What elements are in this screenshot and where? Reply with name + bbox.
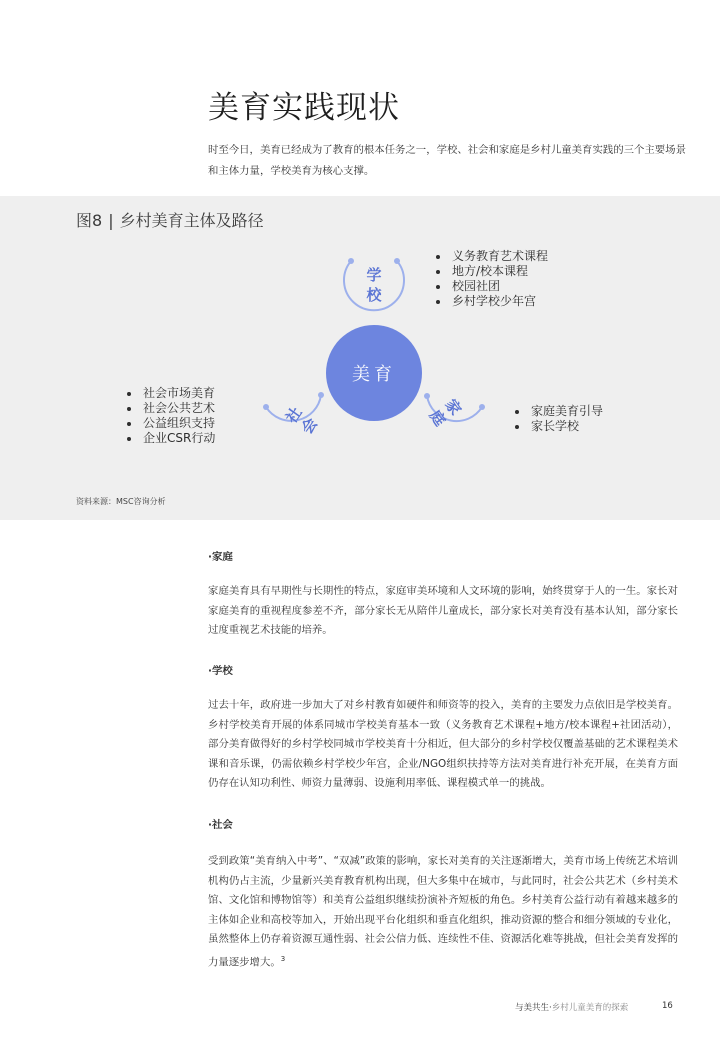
school-label-char-2: 校: [366, 286, 382, 304]
school-ring-dot-right: [394, 258, 400, 264]
list-item: 公益组织支持: [124, 416, 215, 431]
section-heading-society: ·社会: [208, 819, 233, 831]
footer-subtitle: 乡村儿童美育的探索: [551, 1003, 629, 1013]
family-label-char-2: 庭: [425, 406, 450, 430]
section-text-society: [208, 852, 678, 972]
section-text-family: 家庭美育具有早期性与长期性的特点，家庭审美环境和人文环境的影响，始终贯穿于人的一生。家长对家庭美育的重视程度参差不齐，部分家长无从陪伴儿童成长，部分家长对美育没有基本认知，部分家长过度重视艺术技能的培养。: [208, 585, 678, 636]
list-item: 社会公共艺术: [124, 401, 215, 416]
family-ring-dot-right: [479, 404, 485, 410]
figure-label: 图8: [76, 211, 103, 230]
list-item: 义务教育艺术课程: [433, 249, 548, 264]
subject-path-diagram: [0, 196, 720, 520]
society-path-list: [124, 386, 215, 446]
school-path-list: [433, 249, 548, 309]
list-item: 校园社团: [433, 279, 548, 294]
family-path-list: [512, 404, 603, 434]
center-label: 美育: [352, 364, 396, 385]
figure-panel: [0, 196, 720, 520]
section-heading-school: ·学校: [208, 665, 233, 677]
family-label: [425, 395, 464, 429]
family-label-char-1: 家: [441, 395, 465, 419]
page-title: 美育实践现状: [208, 90, 400, 126]
society-label-char-2: 会: [297, 414, 322, 438]
section-text-society-body: 受到政策“美育纳入中考”、“双减”政策的影响，家长对美育的关注逐渐增大，美育市场上传统艺术培训机构仍占主流，少量新兴美育教育机构出现，但大多集中在城市，与此同时，社会公共艺术（乡村美术馆、文化馆和博物馆等）和美育公益组织继续扮演补齐短板的角色。乡村美育公益行动有着越来越多的主体如企业和高校等加入，开始出现平台化组织和垂直化组织，推动资源的整合和细分领域的专业化，虽然整体上仍存着资源互通性弱、社会公信力低、连续性不佳、资源活化难等挑战，但社会美育发挥的力量逐步增大。: [208, 855, 678, 968]
figure-title-text: 乡村美育主体及路径: [119, 211, 264, 230]
list-item: 社会市场美育: [124, 386, 215, 401]
school-label-char-1: 学: [366, 266, 382, 284]
family-ring-dot-left: [424, 393, 430, 399]
figure-title-separator: |: [108, 211, 114, 230]
list-item: 家庭美育引导: [512, 404, 603, 419]
school-ring-dot-left: [348, 258, 354, 264]
society-label-char-1: 社: [282, 403, 306, 427]
list-item: 家长学校: [512, 419, 603, 434]
figure-source: 资料来源：MSC咨询分析: [76, 497, 166, 506]
footer-brand: 与美共生·: [515, 1003, 552, 1013]
section-text-school: 过去十年，政府进一步加大了对乡村教育如硬件和师资等的投入，美育的主要发力点依旧是学校美育。乡村学校美育开展的体系同城市学校美育基本一致（义务教育艺术课程+地方/校本课程+社团活动），部分美育做得好的乡村学校同城市学校美育十分相近，但大部分的乡村学校仅覆盖基础的艺术课程美术课和音乐课，仍需依赖乡村学校少年宫，企业/NGO组织扶持等方法对美育进行补充开展，在美育方面仍存在认知功利性、师资力量薄弱、设施利用率低、课程模式单一的挑战。: [208, 699, 678, 789]
society-ring-dot-left: [263, 404, 269, 410]
section-heading-family: ·家庭: [208, 551, 233, 563]
society-ring-dot-right: [318, 392, 324, 398]
school-label: [365, 266, 382, 304]
list-item: 企业CSR行动: [124, 431, 215, 446]
intro-paragraph: 时至今日，美育已经成为了教育的根本任务之一，学校、社会和家庭是乡村儿童美育实践的三个主要场景和主体力量，学校美育为核心支撑。: [208, 144, 686, 177]
footnote-marker: 3: [280, 954, 286, 963]
footer-running-title: [515, 1001, 628, 1013]
list-item: 乡村学校少年宫: [433, 294, 548, 309]
page-number: 16: [662, 1001, 673, 1011]
list-item: 地方/校本课程: [433, 264, 548, 279]
